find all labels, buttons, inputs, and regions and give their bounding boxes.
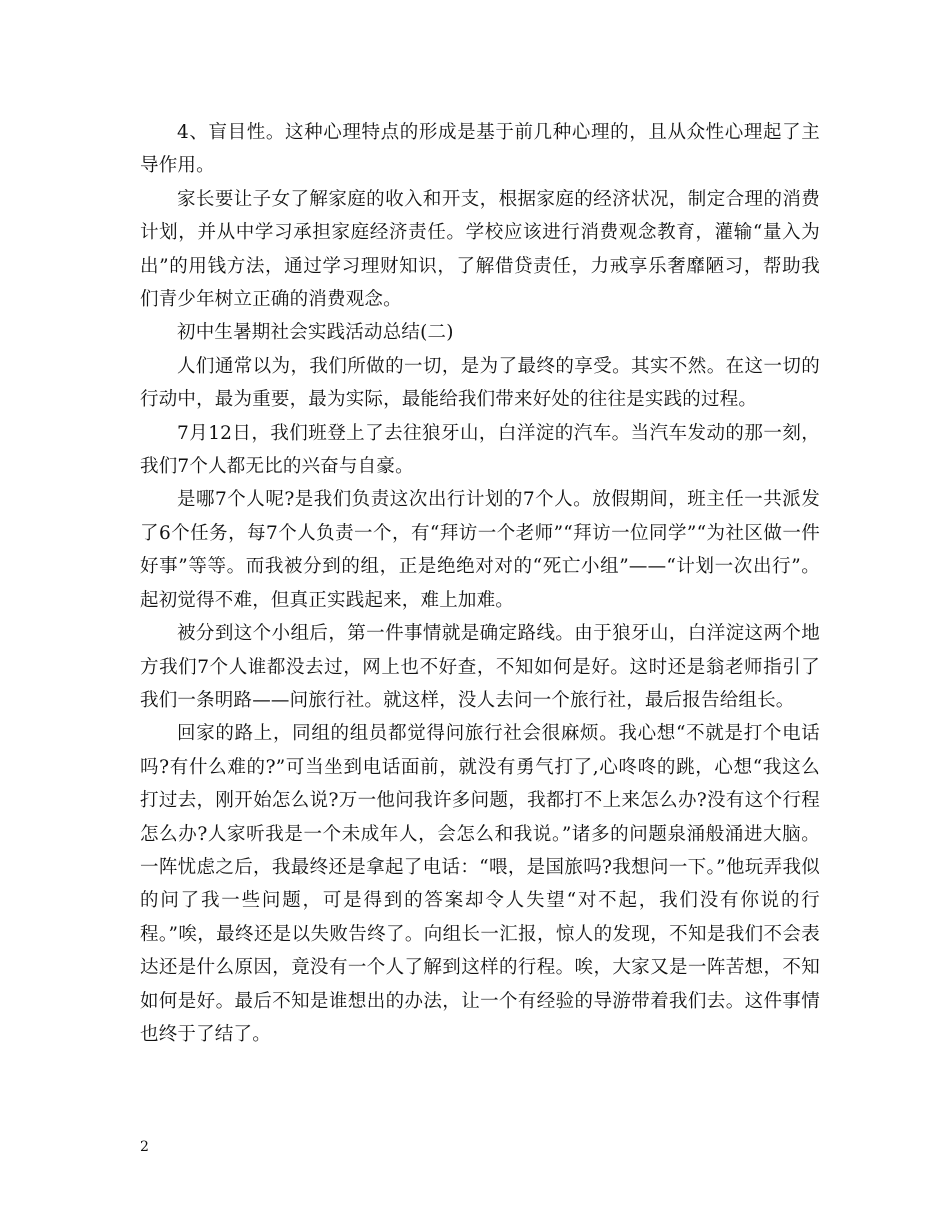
page-number: 2: [140, 1139, 149, 1155]
paragraph-trip-start: 7月12日，我们班登上了去往狼牙山，白洋淀的汽车。当汽车发动的那一刻，我们7个人都无比的兴奋与自豪。: [140, 422, 820, 478]
paragraph-blind-conformity: 4、盲目性。这种心理特点的形成是基于前几种心理的，且从众性心理起了主导作用。: [140, 122, 820, 177]
paragraph-phone-call: 回家的路上，同组的组员都觉得问旅行社会很麻烦。我心想“不就是打个电话吗?有什么难的?”可当坐到电话面前，就没有勇气打了,心咚咚的跳，心想“我这么打过去，刚开始怎么说?万一他问我许多问题，我都打不上来怎么办?没有这个行程怎么办?人家听我是一个未成年人，会怎么和我说。”诸多的问题泉涌般涌进大脑。一阵忧虑之后，我最终还是拿起了电话：“喂，是国旅吗?我想问一下。”他玩弄我似的问了我一些问题，可是得到的答案却令人失望“对不起，我们没有你说的行程。”唉，最终还是以失败告终了。向组长一汇报，惊人的发现，不知是我们不会表达还是什么原因，竟没有一个人了解到这样的行程。唉，大家又是一阵苦想，不知如何是好。最后不知是谁想出的办法，让一个有经验的导游带着我们去。这件事情也终于了结了。: [140, 723, 820, 1045]
section-heading: 初中生暑期社会实践活动总结(二): [177, 322, 454, 344]
document-body: [140, 116, 820, 1051]
paragraph-seven-people: 是哪7个人呢?是我们负责这次出行计划的7个人。放假期间，班主任一共派发了6个任务，每7个人负责一个，有“拜访一个老师”“拜访一位同学”“为社区做一件好事”等等。而我被分到的组，正是绝绝对对的“死亡小组”——“计划一次出行”。起初觉得不难，但真正实践起来，难上加难。: [140, 489, 820, 611]
paragraph-parents-advice: 家长要让子女了解家庭的收入和开支，根据家庭的经济状况，制定合理的消费计划，并从中学习承担家庭经济责任。学校应该进行消费观念教育，灌输“量入为出”的用钱方法，通过学习理财知识，了解借贷责任，力戒享乐奢靡陋习，帮助我们青少年树立正确的消费观念。: [140, 188, 820, 311]
paragraph-practice-process: 人们通常以为，我们所做的一切，是为了最终的享受。其实不然。在这一切的行动中，最为重要，最为实际，最能给我们带来好处的往往是实践的过程。: [140, 355, 820, 411]
paragraph-route-planning: 被分到这个小组后，第一件事情就是确定路线。由于狼牙山，白洋淀这两个地方我们7个人谁都没去过，网上也不好查，不知如何是好。这时还是翁老师指引了我们一条明路——问旅行社。就这样，没人去问一个旅行社，最后报告给组长。: [140, 623, 820, 711]
